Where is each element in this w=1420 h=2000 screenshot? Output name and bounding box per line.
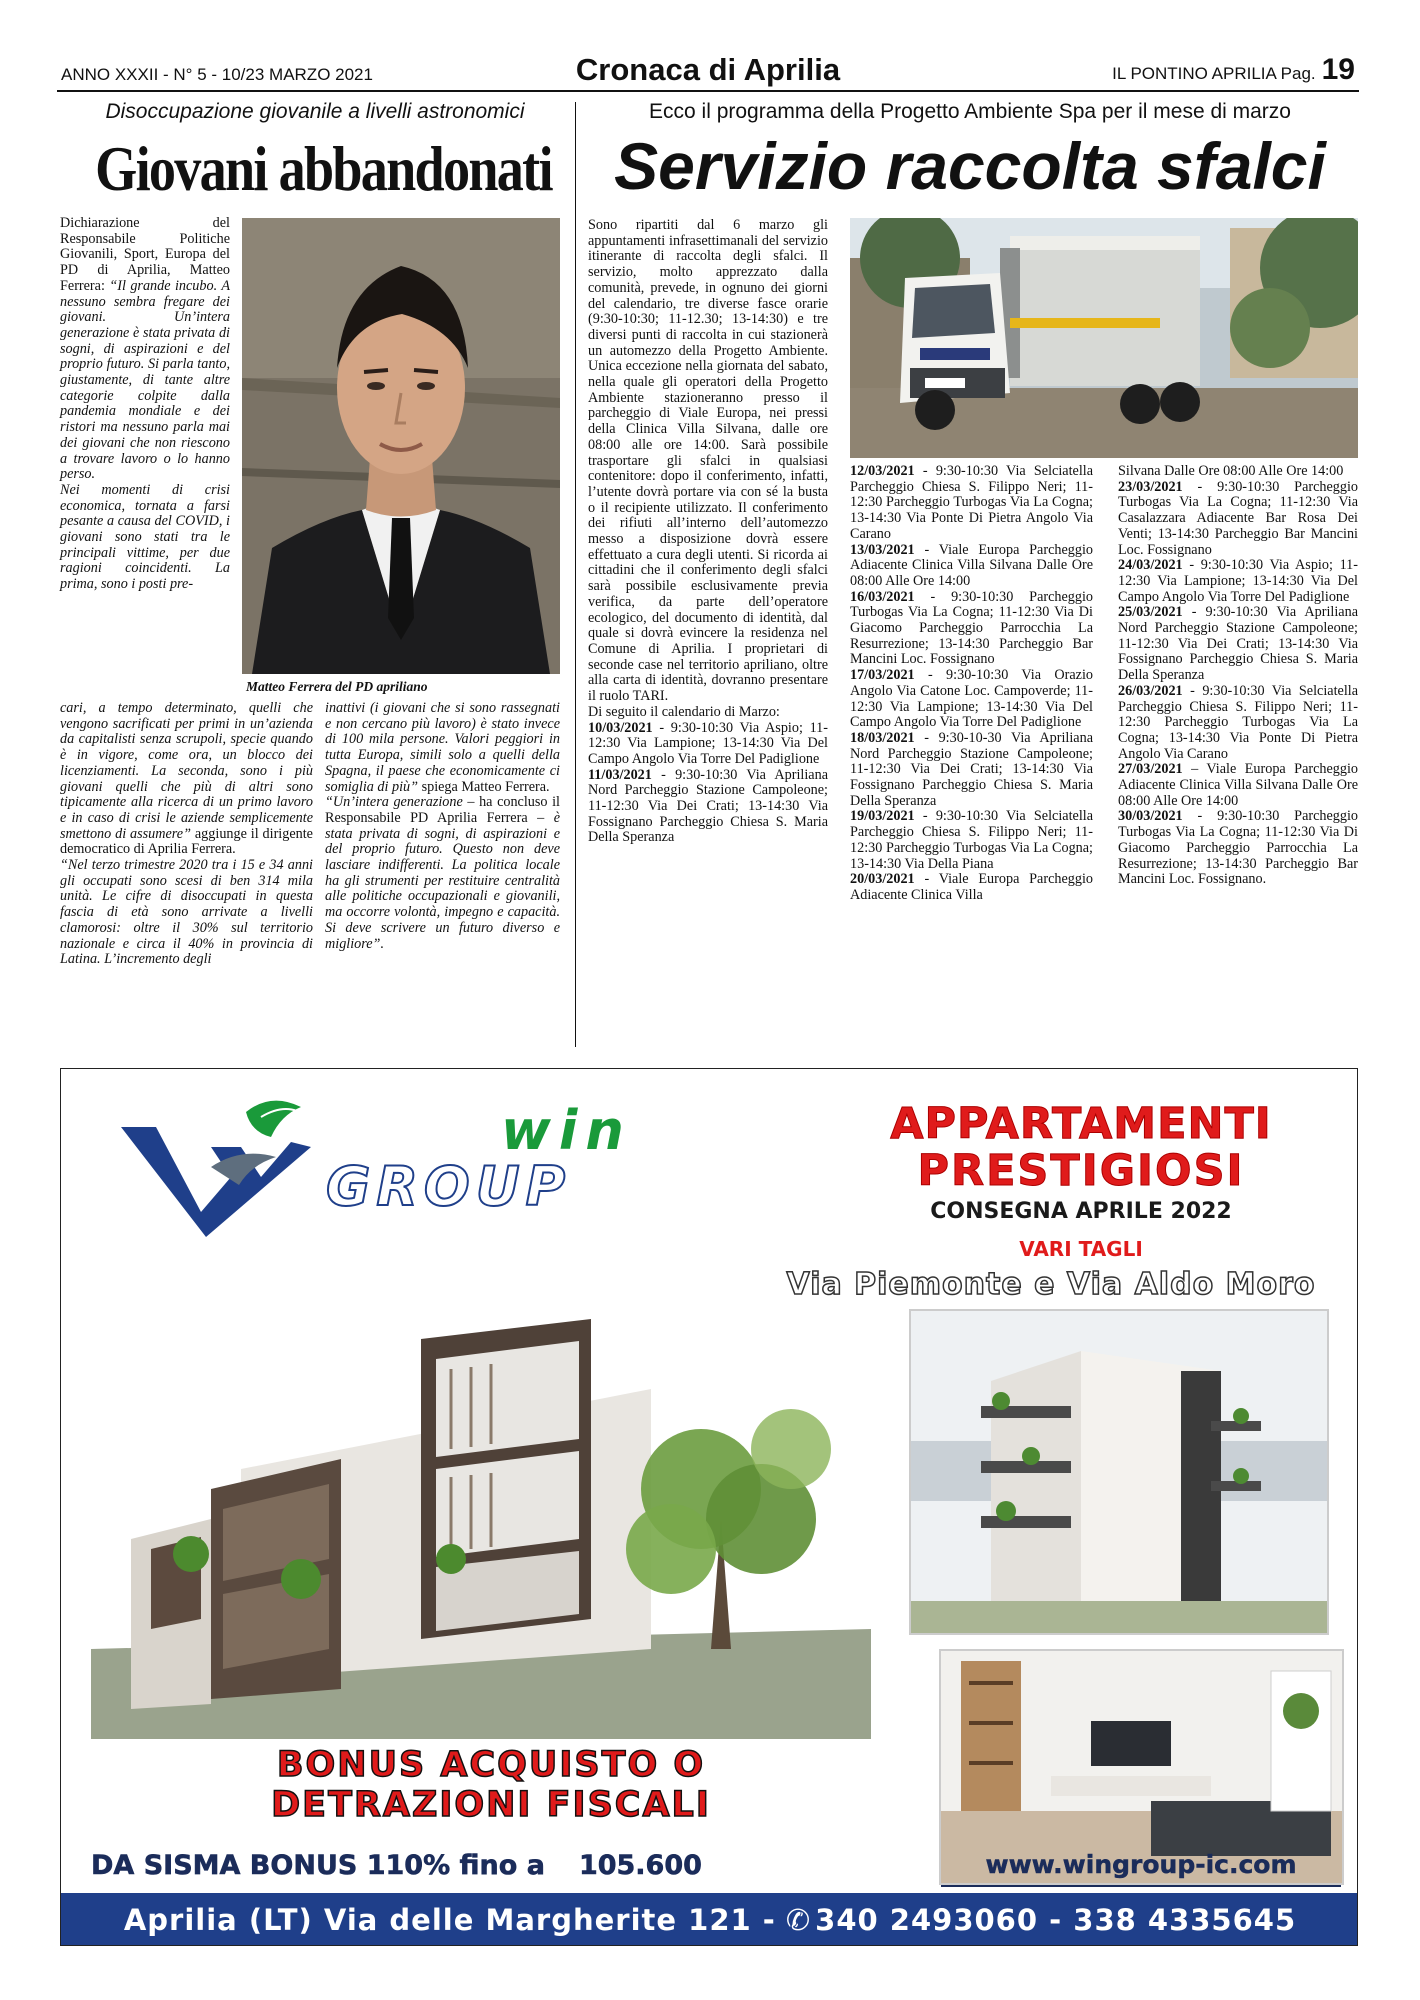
ad-delivery-date: CONSEGNA APRILE 2022 <box>930 1199 1232 1224</box>
calendar-date: 13/03/2021 <box>850 541 915 558</box>
calendar-locations: - 9:30-10:30 Parcheggio Turbogas Via La Cogna; 11-12:30 Via Di Giacomo Parcheggio Parrocchia La Resurrezione; 13-14:30 Parcheggio Bar Mancini Loc. Fossignano <box>850 588 1093 668</box>
calendar-entry <box>850 464 1093 543</box>
building-render <box>91 1319 871 1739</box>
italic-text: è stata privata di sogni, di aspirazioni e del proprio futuro. Questo non deve lasciare indifferenti. La politica locale ha gli strumenti per restituire centralità alle politiche occupazionali e giovanili, ma occorre volontà, impegno e capacità. Si deve scrivere un futuro diverso e migliore”. <box>325 809 560 952</box>
ad-sisma-text: DA SISMA BONUS 110% fino a <box>91 1850 545 1881</box>
calendar-date: 12/03/2021 <box>850 463 915 479</box>
left-article-column-1 <box>60 216 230 593</box>
calendar-locations: - Viale Europa Parcheggio Adiacente Clinica Villa <box>850 871 1093 903</box>
calendar-date: 10/03/2021 <box>588 719 653 736</box>
italic-text: “Nel terzo trimestre 2020 tra i 15 e 34 anni gli occupati sono scesi di ben 314 mila unità. Le cifre di disoccupati in questa fascia di età sono arrivate a livelli clamorosi: oltre il 30% sul territorio nazionale e circa il 40% in provincia di Latina. L’incremento degli <box>60 857 313 968</box>
logo-group-text: GROUP <box>326 1155 572 1218</box>
left-article-column-2 <box>325 701 560 952</box>
calendar-date: 20/03/2021 <box>850 871 915 888</box>
right-article-headline: Servizio raccolta sfalci <box>614 129 1326 203</box>
calendar-entry <box>1118 464 1358 480</box>
section-title: Cronaca di Aprilia <box>575 52 841 87</box>
paragraph <box>325 701 560 795</box>
paper-label: IL PONTINO APRILIA Pag. <box>1112 64 1316 83</box>
italic-text: inattivi (i giovani che si sono rassegnati e non cercano più lavoro) è stato invece di 100 mila persone. Valori peggiori in tutta Europa, simili solo a quelli della Spagna, il paese che economicamente ci somiglia di più” <box>325 700 560 795</box>
right-article-column-1 <box>588 218 828 846</box>
paragraph <box>325 795 560 952</box>
phone-icon: ✆ <box>785 1903 812 1937</box>
calendar-entry <box>850 543 1093 590</box>
calendar-date: 26/03/2021 <box>1118 682 1183 699</box>
calendar-locations: - 9:30-10:30 Via Aspio; 11-12:30 Via Lampione; 13-14:30 Via Del Campo Angolo Via Torre Del Padiglione <box>588 719 828 767</box>
right-article-kicker: Ecco il programma della Progetto Ambiente Spa per il mese di marzo <box>649 100 1291 123</box>
ad-website-underline <box>941 1885 1341 1887</box>
calendar-date: 23/03/2021 <box>1118 478 1183 495</box>
truck-photo <box>850 218 1358 458</box>
calendar-locations: - 9:30-10-30 Via Apriliana Nord Parcheggio Stazione Campoleone; 11-12:30 Via Dei Crati; 13-14:30 Via Fossignano Parcheggio Chiesa S. Maria Della Speranza <box>850 729 1093 809</box>
calendar-date: 11/03/2021 <box>588 766 652 783</box>
paper-name <box>1112 53 1355 87</box>
win-group-logo <box>111 1087 711 1247</box>
portrait-illustration <box>242 218 560 674</box>
calendar-entry <box>1118 558 1358 605</box>
calendar-date: 30/03/2021 <box>1118 808 1183 825</box>
calendar-locations: - 9:30-10:30 Via Orazio Angolo Via Catone Loc. Campoverde; 11-12:30 Via Lampione; 13-14:30 Via Del Campo Angolo Via Torre Del Padiglione <box>850 667 1093 731</box>
italic-text: cari, a tempo determinato, quelli che vengono sacrificati per primi in un’azienda da capitalisti senza scrupoli, specie quando è in vigore, come ora, un blocco dei licenziamenti. La seconda, sono i più giovani quelli che più di altri sono tipicamente alla ricerca di un primo lavoro e in caso di crisi le aziende semplicemente smettono di assumere” <box>60 700 313 842</box>
calendar-entry <box>588 768 828 847</box>
calendar-locations: - 9:30-10:30 Via Selciatella Parcheggio Chiesa S. Filippo Neri; 11-12:30 Parcheggio Turbogas Via La Cogna; 13-14:30 Via Ponte Di Pietra Angolo Via Carano <box>850 463 1093 542</box>
calendar-date: 19/03/2021 <box>850 808 915 825</box>
calendar-locations: - 9:30-10:30 Via Apriliana Nord Parcheggio Stazione Campoleone; 11-12:30 Via Dei Crati; 13-14:30 Via Fossignano Parcheggio Chiesa S. Maria Della Speranza <box>1118 604 1358 684</box>
paragraph <box>60 701 313 858</box>
calendar-entry <box>850 668 1093 731</box>
ad-sisma-amount: 105.600 <box>578 1850 702 1881</box>
building-render-small <box>909 1309 1329 1635</box>
calendar-locations: - 9:30-10:30 Parcheggio Turbogas Via La Cogna; 11-12:30 Via Di Giacomo Parcheggio Parrocchia La Resurrezione; 13-14:30 Parcheggio Bar Mancini Loc. Fossignano. <box>1118 808 1358 888</box>
calendar-date: 17/03/2021 <box>850 667 915 684</box>
calendar-locations: - Viale Europa Parcheggio Adiacente Clinica Villa Silvana Dalle Ore 08:00 Alle Ore 14:00 <box>850 541 1093 589</box>
text: spiega Matteo Ferrera. <box>418 778 550 795</box>
italic-text: “Un’intera generazione <box>325 794 463 811</box>
calendar-date: 27/03/2021 <box>1118 761 1183 778</box>
calendar-date: 24/03/2021 <box>1118 557 1183 574</box>
calendar-entry <box>850 809 1093 872</box>
right-article-column-2 <box>850 464 1093 904</box>
ad-bonus-line-2: DETRAZIONI FISCALI <box>271 1785 711 1825</box>
calendar-entry <box>1118 762 1358 809</box>
calendar-locations: Silvana Dalle Ore 08:00 Alle Ore 14:00 <box>1118 463 1344 479</box>
right-article-body: Sono ripartiti dal 6 marzo gli appuntamenti infrasettimanali del servizio itinerante di raccolta degli sfalci. Il servizio, molto apprezzato dalla comunità, prevede, in ognuno dei giorni del calendario, tre diverse fasce orarie (9:30-10:30; 11-12.30; 13-14:30) e tre diversi punti di raccolta in cui stazionerà un automezzo della Progetto Ambiente. Unica eccezione nella giornata del sabato, nella quale gli operatori della Progetto Ambiente stazioneranno presso il parcheggio di Viale Europa, nei pressi della Clinica Villa Silvana, dalle ore 08:00 alle ore 14:00. Sarà possibile trasportare gli sfalci in qualsiasi contenitore: dopo il conferimento, infatti, l’utente dovrà portare via con sé la busta o il recipiente utilizzato. Il conferimento dei rifiuti all’interno dell’automezzo messo a disposizione dovrà essere effettuato a cura degli utenti. Si ricorda ai cittadini che il conferimento degli sfalci sarà possibile esclusivamente previa verifica, da parte dell’operatore ecologico, del documento di identità, dal quale si dovrà evincere la residenza nel Comune di Aprilia. I proprietari di seconde case nel territorio apriliano, oltre alla carta di identità, dovranno presentare il ruolo TARI. <box>588 217 828 705</box>
text: – ha concluso il Responsabile PD Aprilia Ferrera – <box>325 794 560 826</box>
ad-website-link[interactable]: www.wingroup-ic.com <box>985 1850 1297 1879</box>
calendar-date: 25/03/2021 <box>1118 604 1183 621</box>
portrait-caption: Matteo Ferrera del PD apriliano <box>246 679 428 694</box>
calendar-entry <box>1118 684 1358 763</box>
paragraph <box>60 858 313 968</box>
calendar-date: 18/03/2021 <box>850 729 915 746</box>
text: Dichiarazione del Responsabile Politiche Giovanili, Sport, Europa del PD di Aprilia, Matteo Ferrera: <box>60 215 230 294</box>
calendar-entry <box>850 731 1093 810</box>
ad-title-line-2: PRESTIGIOSI <box>917 1146 1245 1196</box>
right-article-column-3 <box>1118 464 1358 888</box>
left-article-kicker: Disoccupazione giovanile a livelli astronomici <box>105 100 525 123</box>
calendar-locations: - 9:30-10:30 Via Selciatella Parcheggio Chiesa S. Filippo Neri; 11-12:30 Parcheggio Turbogas Via La Cogna; 13-14:30 Via Ponte Di Pietra Angolo Via Carano <box>1118 682 1358 762</box>
portrait-photo <box>242 218 560 674</box>
paragraph <box>60 216 230 483</box>
italic-text: Nei momenti di crisi economica, tornata a farsi pesante a causa del COVID, i giovani sono stati tra le principali vittime, per due ragioni coincidenti. La prima, sono i posti pre- <box>60 481 230 593</box>
calendar-entry <box>1118 480 1358 559</box>
column-divider <box>575 102 576 1047</box>
ad-sisma-bonus <box>91 1850 702 1881</box>
calendar-entry <box>850 872 1093 903</box>
calendar-entry <box>1118 809 1358 888</box>
calendar-entries-1 <box>588 721 828 847</box>
truck-illustration <box>850 218 1358 458</box>
paragraph <box>60 483 230 593</box>
ad-footer-address: Aprilia (LT) Via delle Margherite 121 - <box>123 1903 776 1937</box>
ad-bonus-line-1: BONUS ACQUISTO O <box>276 1745 706 1785</box>
ad-location: Via Piemonte e Via Aldo Moro <box>786 1267 1316 1302</box>
left-article-column-1-lower <box>60 701 313 968</box>
ad-footer-bar <box>61 1893 1358 1946</box>
italic-text: “Il grande incubo. A nessuno sembra fregare dei giovani. Un’intera generazione è stata privata di sogni, di aspirazioni e del proprio futuro. Si parla tanto, giustamente, di tante altre categorie colpite dalla pandemia mondiale e dei ristori ma nessuno parla mai dei giovani che non riescono a trovare lavoro o lo hanno perso. <box>60 277 230 483</box>
calendar-locations: - 9:30-10:30 Via Aspio; 11-12:30 Via Lampione; 13-14:30 Via Del Campo Angolo Via Torre Del Padiglione <box>1118 557 1358 605</box>
text: aggiunge il dirigente democratico di Aprilia Ferrera. <box>60 825 313 858</box>
calendar-entry <box>850 590 1093 669</box>
advertisement <box>60 1068 1358 1946</box>
calendar-locations: - 9:30-10:30 Parcheggio Turbogas Via La Cogna; 11-12:30 Via Casalazzara Adiacente Bar Rosa Dei Venti; 13-14:30 Parcheggio Bar Mancini Loc. Fossignano <box>1118 478 1358 558</box>
calendar-entry <box>588 721 828 768</box>
issue-info: ANNO XXXII - N° 5 - 10/23 MARZO 2021 <box>61 65 373 84</box>
logo-win-text: win <box>501 1099 632 1162</box>
calendar-entry <box>1118 605 1358 684</box>
ad-title-line-1: APPARTAMENTI <box>890 1099 1272 1149</box>
building-small-illustration <box>911 1311 1329 1635</box>
calendar-date: 16/03/2021 <box>850 588 915 605</box>
calendar-intro: Di seguito il calendario di Marzo: <box>588 703 780 720</box>
building-illustration <box>91 1319 871 1739</box>
left-article-headline: Giovani abbandonati <box>95 134 552 204</box>
ad-footer-phones: 340 2493060 - 338 4335645 <box>815 1903 1297 1937</box>
masthead <box>57 52 1359 92</box>
page-number: 19 <box>1321 53 1355 86</box>
ad-sizes: VARI TAGLI <box>1019 1237 1143 1261</box>
calendar-locations: - 9:30-10:30 Via Apriliana Nord Parcheggio Stazione Campoleone; 11-12:30 Via Dei Crati; 13-14:30 Via Fossignano Parcheggio Chiesa S. Maria Della Speranza <box>588 766 828 846</box>
calendar-locations: - 9:30-10:30 Via Selciatella Parcheggio Chiesa S. Filippo Neri; 11-12:30 Parcheggio Turbogas Via La Cogna; 13-14:30 Via Della Piana <box>850 808 1093 872</box>
calendar-locations: – Viale Europa Parcheggio Adiacente Clinica Villa Silvana Dalle Ore 08:00 Alle Ore 14:00 <box>1118 761 1358 809</box>
